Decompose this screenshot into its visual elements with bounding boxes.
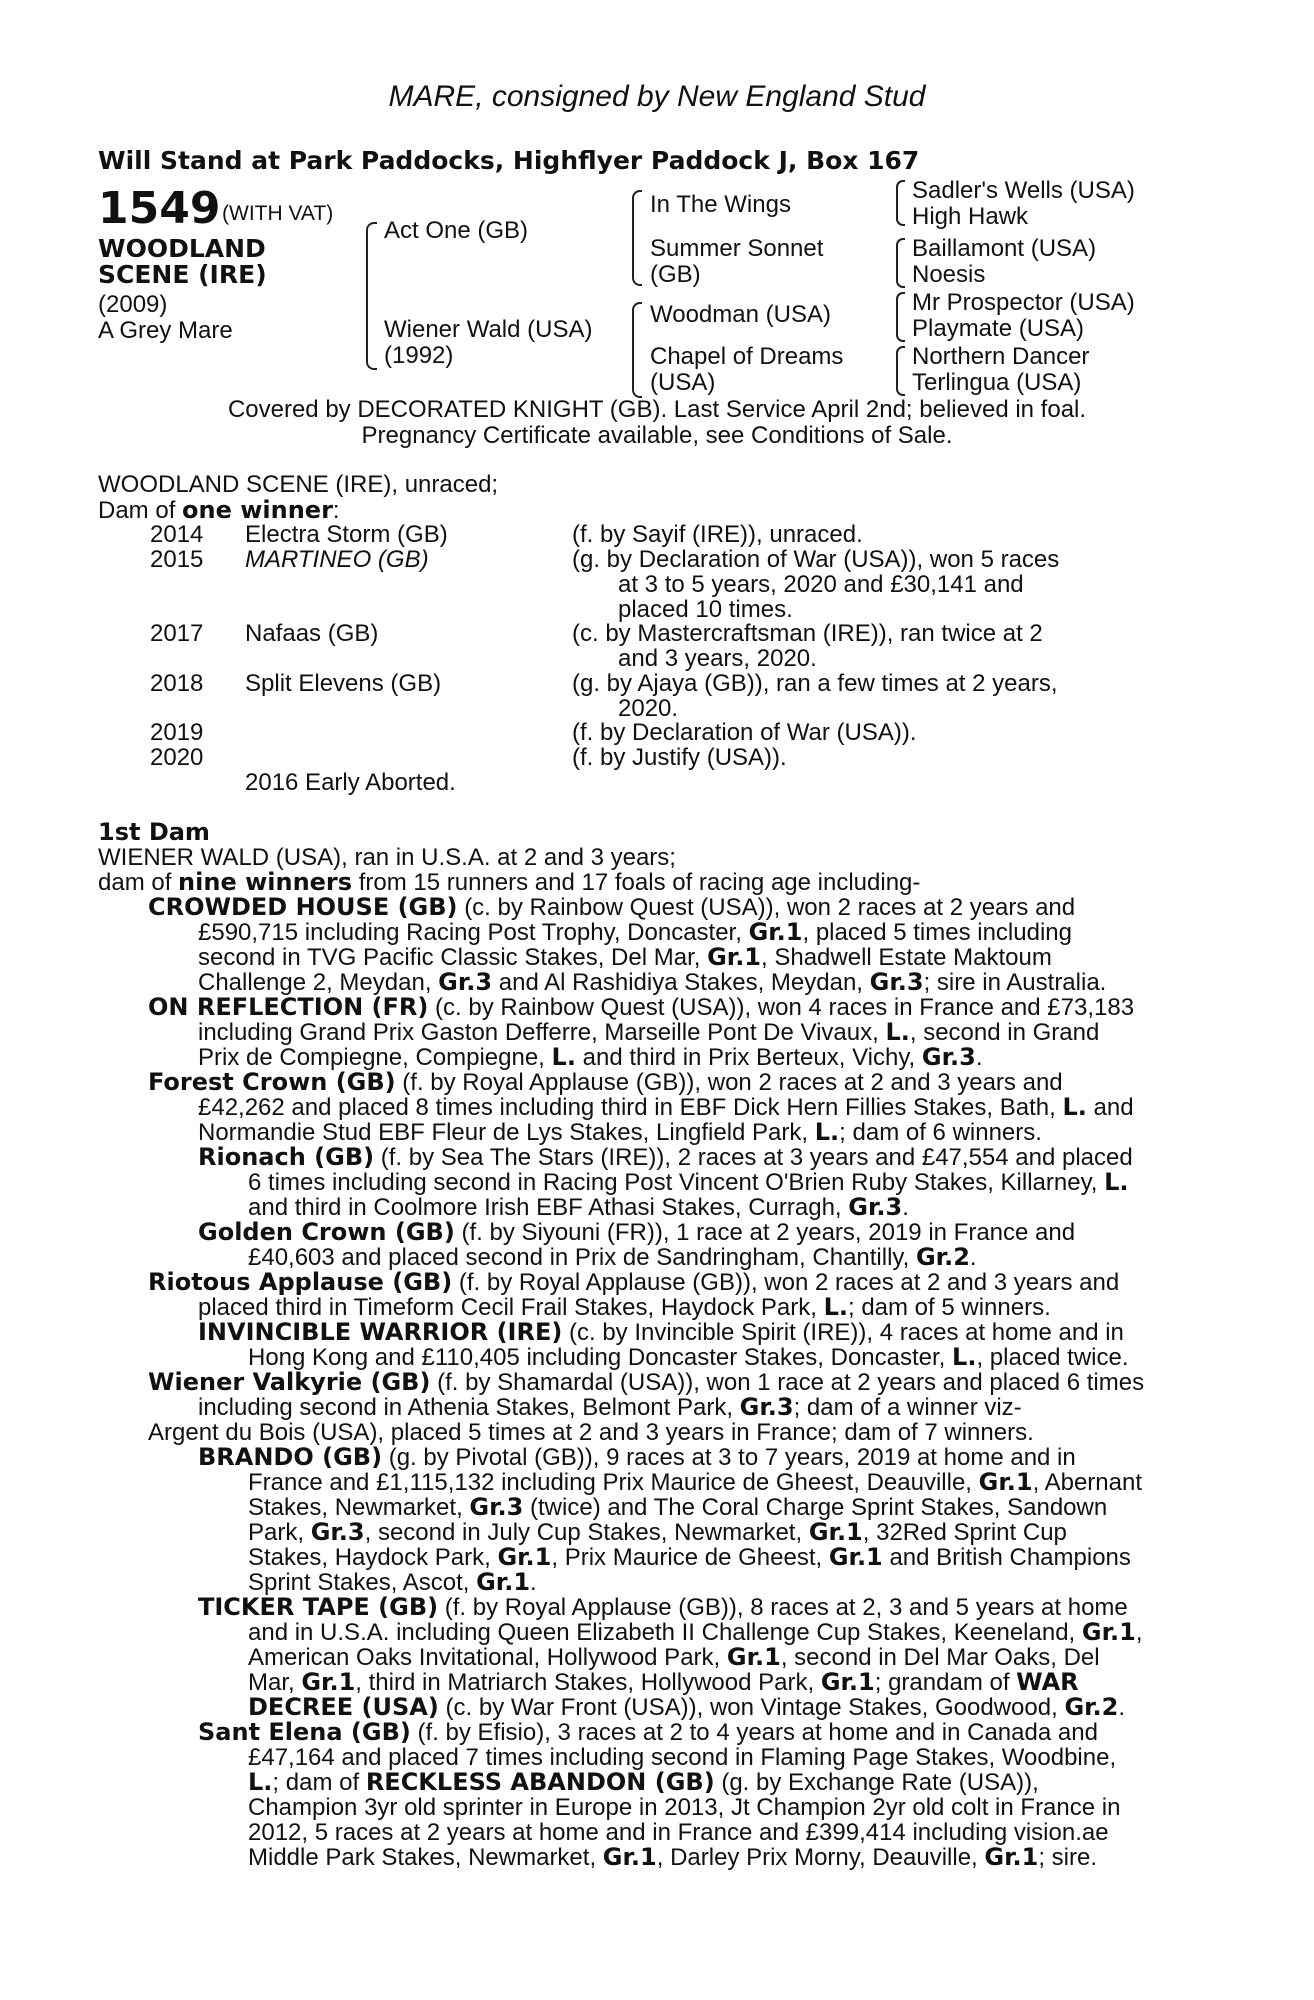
dam-intro: WOODLAND SCENE (IRE), unraced; xyxy=(98,471,499,498)
pedigree-brace xyxy=(366,222,377,370)
progeny-entry: Mar, Gr.1, third in Matriarch Stakes, Hollywood Park, Gr.1; grandam of WAR xyxy=(248,1668,1079,1696)
pedigree-dd-line2: (USA) xyxy=(650,369,716,396)
produce-year: 2014 xyxy=(150,521,204,548)
first-dam-line: WIENER WALD (USA), ran in U.S.A. at 2 and 3 years; xyxy=(98,844,676,871)
produce-details: (f. by Sayif (IRE)), unraced. xyxy=(572,521,863,548)
produce-details: at 3 to 5 years, 2020 and £30,141 and xyxy=(618,571,1024,598)
progeny-entry: including second in Athenia Stakes, Belmont Park, Gr.3; dam of a winner viz- xyxy=(198,1393,1022,1421)
progeny-entry: £40,603 and placed second in Prix de Sandringham, Chantilly, Gr.2. xyxy=(248,1243,977,1271)
pedigree-dd-line1: Chapel of Dreams xyxy=(650,343,844,370)
horse-name-line2: SCENE (IRE) xyxy=(98,260,267,289)
pregnancy-note: Pregnancy Certificate available, see Conditions of Sale. xyxy=(361,422,953,449)
pedigree-ddd: Terlingua (USA) xyxy=(912,369,1082,396)
progeny-entry: INVINCIBLE WARRIOR (IRE) (c. by Invincible Spirit (IRE)), 4 races at home and in xyxy=(198,1318,1124,1346)
horse-name-line1: WOODLAND xyxy=(98,234,266,263)
progeny-entry: second in TVG Pacific Classic Stakes, Del Mar, Gr.1, Shadwell Estate Maktoum xyxy=(198,943,1052,971)
produce-year: 2020 xyxy=(150,744,204,771)
progeny-entry: Normandie Stud EBF Fleur de Lys Stakes, Lingfield Park, L.; dam of 6 winners. xyxy=(198,1118,1042,1146)
progeny-entry: Challenge 2, Meydan, Gr.3 and Al Rashidiya Stakes, Meydan, Gr.3; sire in Australia. xyxy=(198,968,1107,996)
progeny-entry: Wiener Valkyrie (GB) (f. by Shamardal (USA)), won 1 race at 2 years and placed 6 times xyxy=(148,1368,1145,1396)
progeny-entry: Sant Elena (GB) (f. by Efisio), 3 races at 2 to 4 years at home and in Canada and xyxy=(198,1718,1098,1746)
pedigree-sd-line1: Summer Sonnet xyxy=(650,235,824,262)
pedigree-dam-line1: Wiener Wald (USA) xyxy=(384,316,593,343)
produce-details: and 3 years, 2020. xyxy=(618,645,817,672)
progeny-entry: Champion 3yr old sprinter in Europe in 2013, Jt Champion 2yr old colt in France in xyxy=(248,1794,1121,1821)
progeny-entry: Golden Crown (GB) (f. by Siyouni (FR)), 1 race at 2 years, 2019 in France and xyxy=(198,1218,1076,1246)
produce-details: (c. by Mastercraftsman (IRE)), ran twice at 2 xyxy=(572,620,1043,647)
progeny-entry: CROWDED HOUSE (GB) (c. by Rainbow Quest (USA)), won 2 races at 2 years and xyxy=(148,893,1076,921)
progeny-entry: placed third in Timeform Cecil Frail Stakes, Haydock Park, L.; dam of 5 winners. xyxy=(198,1293,1051,1321)
progeny-entry: Sprint Stakes, Ascot, Gr.1. xyxy=(248,1568,537,1596)
first-dam-summary: dam of nine winners from 15 runners and 17 foals of racing age including- xyxy=(98,868,921,896)
progeny-entry: Stakes, Newmarket, Gr.3 (twice) and The Coral Charge Sprint Stakes, Sandown xyxy=(248,1493,1108,1521)
produce-year: 2018 xyxy=(150,670,204,697)
progeny-entry: Stakes, Haydock Park, Gr.1, Prix Maurice de Gheest, Gr.1 and British Champions xyxy=(248,1543,1131,1571)
pedigree-brace xyxy=(896,292,905,342)
progeny-entry: Argent du Bois (USA), placed 5 times at 2 and 3 years in France; dam of 7 winners. xyxy=(148,1419,1034,1446)
progeny-entry: £42,262 and placed 8 times including third in EBF Dick Hern Fillies Stakes, Bath, L. and xyxy=(198,1093,1134,1121)
lot-number: 1549 xyxy=(98,183,221,234)
vat-note: (WITH VAT) xyxy=(222,202,334,225)
progeny-entry: Riotous Applause (GB) (f. by Royal Applause (GB)), won 2 races at 2 and 3 years and xyxy=(148,1268,1120,1296)
progeny-entry: American Oaks Invitational, Hollywood Park, Gr.1, second in Del Mar Oaks, Del xyxy=(248,1643,1100,1671)
progeny-entry: and third in Coolmore Irish EBF Athasi Stakes, Curragh, Gr.3. xyxy=(248,1193,909,1221)
progeny-entry: L.; dam of RECKLESS ABANDON (GB) (g. by Exchange Rate (USA)), xyxy=(248,1768,1039,1796)
produce-name: Split Elevens (GB) xyxy=(245,670,442,697)
pedigree-brace xyxy=(896,180,905,226)
dam-of-line: Dam of one winner: xyxy=(98,496,340,524)
pedigree-sdd: Noesis xyxy=(912,261,986,288)
progeny-entry: £47,164 and placed 7 times including second in Flaming Page Stakes, Woodbine, xyxy=(248,1744,1117,1771)
produce-name: MARTINEO (GB) xyxy=(245,546,429,573)
horse-description: A Grey Mare xyxy=(98,317,233,344)
progeny-entry: 2012, 5 races at 2 years at home and in France and £399,414 including vision.ae xyxy=(248,1819,1109,1846)
produce-details: placed 10 times. xyxy=(618,596,793,623)
produce-details: (f. by Justify (USA)). xyxy=(572,744,787,771)
progeny-entry: DECREE (USA) (c. by War Front (USA)), won Vintage Stakes, Goodwood, Gr.2. xyxy=(248,1693,1126,1721)
progeny-entry: BRANDO (GB) (g. by Pivotal (GB)), 9 races at 3 to 7 years, 2019 at home and in xyxy=(198,1443,1076,1471)
first-dam-heading: 1st Dam xyxy=(98,818,210,846)
pedigree-brace xyxy=(632,190,642,286)
progeny-entry: Rionach (GB) (f. by Sea The Stars (IRE)), 2 races at 3 years and £47,554 and placed xyxy=(198,1143,1133,1171)
progeny-entry: and in U.S.A. including Queen Elizabeth II Challenge Cup Stakes, Keeneland, Gr.1, xyxy=(248,1618,1143,1646)
produce-name: Nafaas (GB) xyxy=(245,620,379,647)
progeny-entry: Middle Park Stakes, Newmarket, Gr.1, Darley Prix Morny, Deauville, Gr.1; sire. xyxy=(248,1843,1098,1871)
produce-details: (g. by Declaration of War (USA)), won 5 races xyxy=(572,546,1060,573)
pedigree-brace xyxy=(896,346,905,396)
pedigree-brace xyxy=(896,238,905,288)
pedigree-sire: Act One (GB) xyxy=(384,217,529,244)
pedigree-ss: In The Wings xyxy=(650,191,791,218)
pedigree-sds: Baillamont (USA) xyxy=(912,235,1097,262)
progeny-entry: ON REFLECTION (FR) (c. by Rainbow Quest (USA)), won 4 races in France and £73,183 xyxy=(148,993,1135,1021)
pedigree-dam-line2: (1992) xyxy=(384,342,454,369)
covered-note: Covered by DECORATED KNIGHT (GB). Last Service April 2nd; believed in foal. xyxy=(227,396,1087,423)
progeny-entry: Park, Gr.3, second in July Cup Stakes, Newmarket, Gr.1, 32Red Sprint Cup xyxy=(248,1518,1067,1546)
progeny-entry: TICKER TAPE (GB) (f. by Royal Applause (GB)), 8 races at 2, 3 and 5 years at home xyxy=(198,1593,1128,1621)
progeny-entry: Hong Kong and £110,405 including Doncaster Stakes, Doncaster, L., placed twice. xyxy=(248,1343,1129,1371)
progeny-entry: £590,715 including Racing Post Trophy, Doncaster, Gr.1, placed 5 times including xyxy=(198,918,1072,946)
consigned-heading: MARE, consigned by New England Stud xyxy=(388,80,926,113)
foaling-year: (2009) xyxy=(98,291,168,318)
pedigree-ssd: High Hawk xyxy=(912,203,1029,230)
produce-year: 2015 xyxy=(150,546,204,573)
produce-year: 2019 xyxy=(150,719,204,746)
produce-name: Electra Storm (GB) xyxy=(245,521,448,548)
produce-details: (g. by Ajaya (GB)), ran a few times at 2 years, xyxy=(572,670,1058,697)
pedigree-sss: Sadler's Wells (USA) xyxy=(912,177,1135,204)
pedigree-dss: Mr Prospector (USA) xyxy=(912,289,1135,316)
produce-details: 2020. xyxy=(618,695,679,722)
stand-location: Will Stand at Park Paddocks, Highflyer Paddock J, Box 167 xyxy=(98,146,920,175)
progeny-entry: Forest Crown (GB) (f. by Royal Applause (GB)), won 2 races at 2 and 3 years and xyxy=(148,1068,1063,1096)
aborted-note: 2016 Early Aborted. xyxy=(245,769,456,796)
progeny-entry: 6 times including second in Racing Post Vincent O'Brien Ruby Stakes, Killarney, L. xyxy=(248,1168,1129,1196)
pedigree-brace xyxy=(632,302,642,398)
pedigree-dsd: Playmate (USA) xyxy=(912,315,1085,342)
produce-year: 2017 xyxy=(150,620,204,647)
pedigree-dds: Northern Dancer xyxy=(912,343,1090,370)
pedigree-ds: Woodman (USA) xyxy=(650,301,831,328)
progeny-entry: Prix de Compiegne, Compiegne, L. and third in Prix Berteux, Vichy, Gr.3. xyxy=(198,1043,983,1071)
produce-details: (f. by Declaration of War (USA)). xyxy=(572,719,917,746)
progeny-entry: France and £1,115,132 including Prix Maurice de Gheest, Deauville, Gr.1, Abernant xyxy=(248,1468,1143,1496)
progeny-entry: including Grand Prix Gaston Defferre, Marseille Pont De Vivaux, L., second in Grand xyxy=(198,1018,1100,1046)
pedigree-sd-line2: (GB) xyxy=(650,261,701,288)
